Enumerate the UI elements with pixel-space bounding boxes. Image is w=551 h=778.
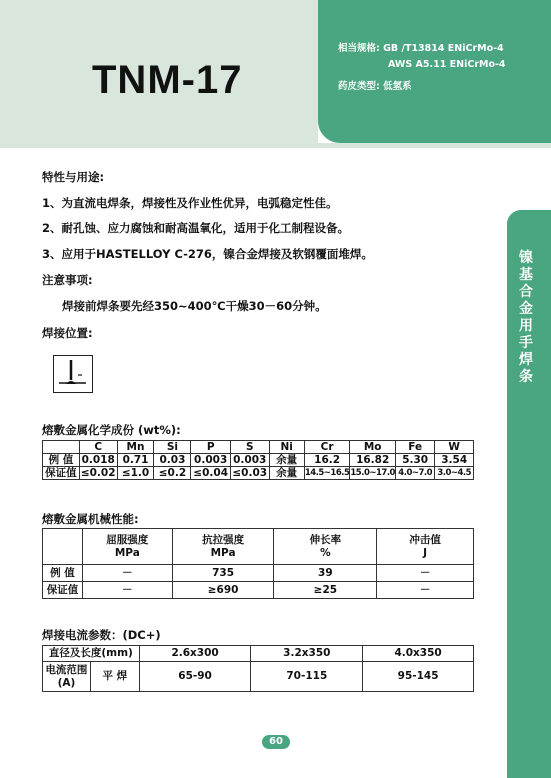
chemistry-header-row <box>43 441 474 454</box>
table-cell: 0.03 <box>154 454 191 467</box>
chemistry-heading: 熔敷金属化学成份 (wt%): <box>42 423 181 437</box>
standard-gb: GB /T13814 ENiCrMo-4 <box>383 43 504 54</box>
mechanical-heading: 熔敷金属机械性能: <box>42 512 139 526</box>
current-range-label <box>43 662 91 692</box>
table-cell: 4.0~7.0 <box>395 467 434 480</box>
header-shadow <box>0 143 551 148</box>
table-cell: ≥690 <box>172 582 274 599</box>
feature-item-3: 3、应用于HASTELLOY C-276，镍合金焊接及软钢覆面堆焊。 <box>42 247 373 261</box>
mech-col-tensile <box>172 529 274 565</box>
table-cell: － <box>377 582 474 599</box>
table-cell: 65-90 <box>139 662 251 692</box>
table-cell: 0.003 <box>230 454 269 467</box>
category-side-text: 镍基合金用手焊条 <box>519 250 533 385</box>
table-cell: ≤0.03 <box>232 466 268 479</box>
coating-value: 低氢系 <box>383 81 412 92</box>
standard-label: 相当规格: <box>338 43 380 54</box>
notes-text: 焊接前焊条要先经350~400℃干燥30－60分钟。 <box>62 299 327 313</box>
chemistry-row-typical <box>43 454 474 467</box>
chem-col-p: P <box>191 441 231 454</box>
coating-line <box>338 78 412 92</box>
table-cell: 15.0~17.0 <box>350 467 395 478</box>
table-cell: 70-115 <box>251 662 363 692</box>
feature-item-1: 1、为直流电焊条，焊接性及作业性优异，电弧稳定性佳。 <box>42 196 338 210</box>
chem-col-c: C <box>79 441 117 454</box>
table-cell: 余量 <box>269 454 304 467</box>
table-cell: 0.018 <box>79 454 117 467</box>
table-cell: 3.0~4.5 <box>435 467 474 480</box>
product-title: TNM-17 <box>92 58 243 102</box>
table-cell: 95-145 <box>363 662 474 692</box>
current-heading: 焊接电流参数：(DC+) <box>42 628 161 642</box>
notes-heading: 注意事项: <box>42 273 93 287</box>
mech-col-elongation-unit: % <box>320 546 331 559</box>
current-table <box>42 645 474 692</box>
standard-line-1 <box>338 40 504 54</box>
features-heading: 特性与用途: <box>42 170 105 184</box>
current-position-label: 平 焊 <box>90 662 139 692</box>
chem-col-ni: Ni <box>269 441 304 454</box>
table-cell: 3.2x350 <box>251 646 363 662</box>
mech-col-yield <box>82 529 172 565</box>
table-cell: 余量 <box>269 467 304 480</box>
flat-position-icon <box>53 355 93 393</box>
table-cell: ≤0.02 <box>80 466 116 479</box>
table-cell: 0.71 <box>117 454 154 467</box>
table-cell: － <box>377 565 474 582</box>
mech-col-impact-unit: J <box>423 546 428 559</box>
chem-col-fe: Fe <box>395 441 434 454</box>
mech-col-elongation-name: 伸长率 <box>309 533 342 546</box>
table-cell: 4.0x350 <box>363 646 474 662</box>
chem-col-si: Si <box>154 441 191 454</box>
chem-col-blank <box>43 441 80 454</box>
table-cell: 0.003 <box>191 454 231 467</box>
table-cell: － <box>82 565 172 582</box>
chem-col-s: S <box>230 441 269 454</box>
mech-col-impact-name: 冲击值 <box>409 533 441 546</box>
mechanical-header-row <box>43 529 474 565</box>
mech-col-tensile-unit: MPa <box>210 546 236 559</box>
table-cell: 例 值 <box>43 565 83 582</box>
position-heading: 焊接位置: <box>42 326 93 340</box>
table-cell: 5.30 <box>395 454 434 467</box>
mech-col-blank <box>43 529 83 565</box>
mech-col-yield-unit: MPa <box>114 546 140 559</box>
mechanical-table <box>42 528 474 599</box>
current-range-label-2: (A) <box>57 676 76 689</box>
chem-col-w: W <box>435 441 474 454</box>
chem-col-mn: Mn <box>117 441 154 454</box>
table-cell: ≤0.04 <box>191 467 231 480</box>
page-number: 60 <box>262 735 290 749</box>
table-cell: 39 <box>274 565 377 582</box>
table-cell: 例 值 <box>43 454 80 467</box>
table-cell: 14.5~16.5 <box>304 467 350 478</box>
table-cell: 保证值 <box>43 467 80 480</box>
table-cell: 16.2 <box>304 454 350 467</box>
chem-col-mo: Mo <box>350 441 396 454</box>
mechanical-row-guaranteed <box>43 582 474 599</box>
table-cell: 3.54 <box>435 454 474 467</box>
mech-col-impact <box>377 529 474 565</box>
table-cell: 735 <box>172 565 274 582</box>
table-cell: ≤1.0 <box>117 467 154 480</box>
mechanical-row-typical <box>43 565 474 582</box>
header-spec-panel <box>318 0 551 143</box>
feature-item-2: 2、耐孔蚀、应力腐蚀和耐高温氧化，适用于化工制程设备。 <box>42 221 349 235</box>
table-cell: 2.6x300 <box>139 646 251 662</box>
table-cell: ≥25 <box>274 582 377 599</box>
chem-col-cr: Cr <box>304 441 350 454</box>
chemistry-row-guaranteed <box>43 467 474 480</box>
current-range-row <box>43 662 474 692</box>
table-cell: ≤0.2 <box>154 467 191 480</box>
mech-col-yield-name: 屈服强度 <box>106 533 149 546</box>
table-cell: － <box>82 582 172 599</box>
mech-col-tensile-name: 抗拉强度 <box>202 533 245 546</box>
table-cell: 保证值 <box>43 582 83 599</box>
standard-aws: AWS A5.11 ENiCrMo-4 <box>388 59 506 70</box>
chemistry-table <box>42 440 474 480</box>
table-cell: 16.82 <box>350 454 396 467</box>
current-size-row <box>43 646 474 662</box>
coating-label: 药皮类型: <box>338 81 380 92</box>
current-size-label: 直径及长度(mm) <box>43 646 140 662</box>
mech-col-elongation <box>274 529 377 565</box>
current-range-label-1: 电流范围 <box>45 663 88 676</box>
